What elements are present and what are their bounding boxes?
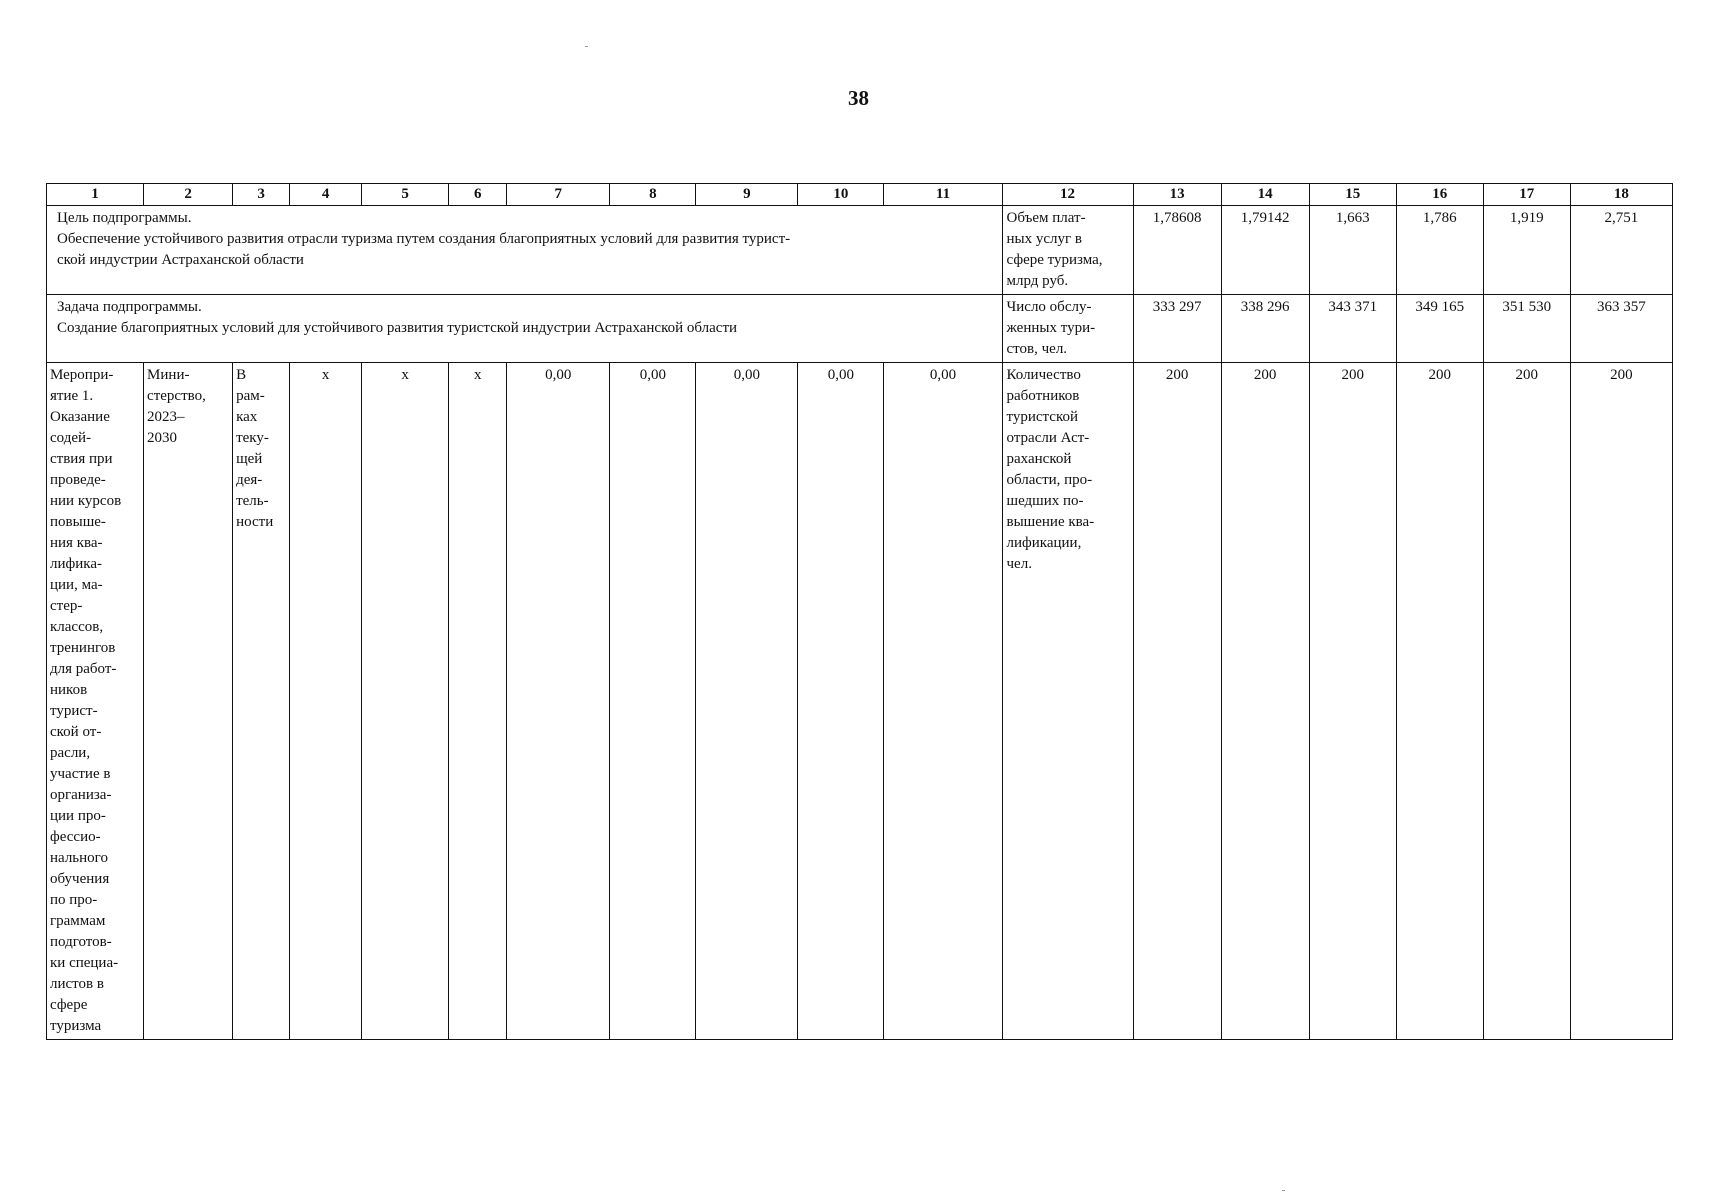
column-number: 16 — [1396, 184, 1483, 206]
goal-value: 1,919 — [1483, 206, 1570, 295]
goal-value: 2,751 — [1570, 206, 1672, 295]
task-line: Создание благоприятных условий для устойчивого развития туристской индустрии Астраханской области — [57, 320, 738, 336]
measure-name-line: нии курсов — [50, 493, 122, 509]
measure-name-line: участие в — [50, 766, 111, 782]
executor-line: 2023– — [147, 409, 185, 425]
column-number: 6 — [449, 184, 507, 206]
task-text — [47, 295, 1003, 363]
measure-name-line: ки специа- — [50, 955, 119, 971]
indicator-line: области, про- — [1006, 472, 1093, 488]
column-number: 1 — [47, 184, 144, 206]
indicator-line: сфере туризма, — [1006, 252, 1103, 268]
funding-line: щей — [236, 451, 263, 467]
measure-cell-col4: х — [290, 363, 362, 1040]
column-number: 14 — [1221, 184, 1309, 206]
indicator-line: лификации, — [1006, 535, 1082, 551]
indicator-line: туристской — [1006, 409, 1079, 425]
task-indicator — [1002, 295, 1133, 363]
executor-line: стерство, — [147, 388, 206, 404]
task-value: 349 165 — [1396, 295, 1483, 363]
funding-line: ках — [236, 409, 258, 425]
measure-executor — [144, 363, 233, 1040]
measure-name-line: содей- — [50, 430, 92, 446]
measure-name-line: по про- — [50, 892, 98, 908]
column-number: 10 — [798, 184, 884, 206]
funding-line: рам- — [236, 388, 265, 404]
executor-line: Мини- — [147, 367, 190, 383]
indicator-line: женных тури- — [1006, 320, 1096, 336]
column-number: 7 — [507, 184, 610, 206]
measure-name-line: ников — [50, 682, 88, 698]
task-line: Задача подпрограммы. — [57, 299, 202, 315]
indicator-line: работников — [1006, 388, 1080, 404]
scan-speck — [585, 46, 588, 47]
indicator-line: Количество — [1006, 367, 1081, 383]
column-number: 18 — [1570, 184, 1672, 206]
measure-name-line: листов в — [50, 976, 104, 992]
indicator-line: чел. — [1006, 556, 1032, 572]
measure-indicator — [1002, 363, 1133, 1040]
measure-cell-col9: 0,00 — [696, 363, 798, 1040]
page-number: 38 — [848, 86, 869, 110]
task-value: 363 357 — [1570, 295, 1672, 363]
column-number: 15 — [1309, 184, 1396, 206]
indicator-line: ных услуг в — [1006, 231, 1082, 247]
goal-line: Цель подпрограммы. — [57, 210, 192, 226]
task-value: 338 296 — [1221, 295, 1309, 363]
measure-name-line: фессио- — [50, 829, 101, 845]
measure-name-line: туризма — [50, 1018, 102, 1034]
column-number: 4 — [290, 184, 362, 206]
indicator-line: вышение ква- — [1006, 514, 1095, 530]
measure-cell-col7: 0,00 — [507, 363, 610, 1040]
measure-name-line: проведе- — [50, 472, 106, 488]
measure-name-line: нального — [50, 850, 108, 866]
task-row — [47, 295, 1673, 363]
funding-line: дея- — [236, 472, 263, 488]
scan-speck — [1282, 1190, 1285, 1191]
goal-indicator — [1002, 206, 1133, 295]
goal-value: 1,663 — [1309, 206, 1396, 295]
measure-name-line: ции про- — [50, 808, 106, 824]
measure-name-line: ции, ма- — [50, 577, 103, 593]
funding-line: теку- — [236, 430, 269, 446]
measure-value: 200 — [1483, 363, 1570, 1040]
measure-value: 200 — [1133, 363, 1221, 1040]
measure-value: 200 — [1221, 363, 1309, 1040]
task-value: 333 297 — [1133, 295, 1221, 363]
subprogram-table — [46, 183, 1673, 1040]
goal-row — [47, 206, 1673, 295]
task-value: 343 371 — [1309, 295, 1396, 363]
measure-name-line: граммам — [50, 913, 106, 929]
measure-name-line: ской от- — [50, 724, 102, 740]
column-number: 8 — [610, 184, 696, 206]
goal-value: 1,786 — [1396, 206, 1483, 295]
indicator-line: шедших по- — [1006, 493, 1084, 509]
measure-name-line: Меропри- — [50, 367, 114, 383]
funding-line: ности — [236, 514, 274, 530]
measure-name-line: тренингов — [50, 640, 116, 656]
column-number: 5 — [362, 184, 449, 206]
measure-row — [47, 363, 1673, 1040]
indicator-line: отрасли Аст- — [1006, 430, 1090, 446]
measure-name-line: ятие 1. — [50, 388, 94, 404]
measure-cell-col10: 0,00 — [798, 363, 884, 1040]
column-number: 2 — [144, 184, 233, 206]
measure-name-line: сфере — [50, 997, 88, 1013]
task-value: 351 530 — [1483, 295, 1570, 363]
executor-line: 2030 — [147, 430, 178, 446]
indicator-line: Объем плат- — [1006, 210, 1086, 226]
column-number: 13 — [1133, 184, 1221, 206]
measure-name-line: обучения — [50, 871, 110, 887]
measure-name-line: ния ква- — [50, 535, 103, 551]
measure-name-line: стер- — [50, 598, 83, 614]
measure-cell-col5: х — [362, 363, 449, 1040]
measure-value: 200 — [1570, 363, 1672, 1040]
indicator-line: Число обслу- — [1006, 299, 1092, 315]
measure-cell-col6: х — [449, 363, 507, 1040]
column-number: 12 — [1002, 184, 1133, 206]
column-number: 3 — [233, 184, 290, 206]
indicator-line: млрд руб. — [1006, 273, 1069, 289]
measure-name-line: Оказание — [50, 409, 110, 425]
measure-name-line: классов, — [50, 619, 104, 635]
column-number: 9 — [696, 184, 798, 206]
measure-name-line: повыше- — [50, 514, 106, 530]
measure-name-line: организа- — [50, 787, 112, 803]
column-number: 17 — [1483, 184, 1570, 206]
measure-cell-col8: 0,00 — [610, 363, 696, 1040]
measure-value: 200 — [1396, 363, 1483, 1040]
measure-name-line: расли, — [50, 745, 91, 761]
measure-name-line: ствия при — [50, 451, 113, 467]
measure-name-line: лифика- — [50, 556, 102, 572]
funding-line: тель- — [236, 493, 269, 509]
goal-value: 1,78608 — [1133, 206, 1221, 295]
indicator-line: раханской — [1006, 451, 1072, 467]
header-row — [47, 184, 1673, 206]
measure-name-line: подготов- — [50, 934, 112, 950]
goal-text — [47, 206, 1003, 295]
funding-line: В — [236, 367, 247, 383]
measure-name — [47, 363, 144, 1040]
measure-value: 200 — [1309, 363, 1396, 1040]
measure-name-line: для работ- — [50, 661, 117, 677]
measure-cell-col11: 0,00 — [884, 363, 1002, 1040]
column-number: 11 — [884, 184, 1002, 206]
indicator-line: стов, чел. — [1006, 341, 1068, 357]
goal-value: 1,79142 — [1221, 206, 1309, 295]
measure-funding — [233, 363, 290, 1040]
goal-line: ской индустрии Астраханской области — [57, 252, 304, 268]
measure-name-line: турист- — [50, 703, 98, 719]
goal-line: Обеспечение устойчивого развития отрасли туризма путем создания благоприятных условий для развития турист- — [57, 231, 791, 247]
